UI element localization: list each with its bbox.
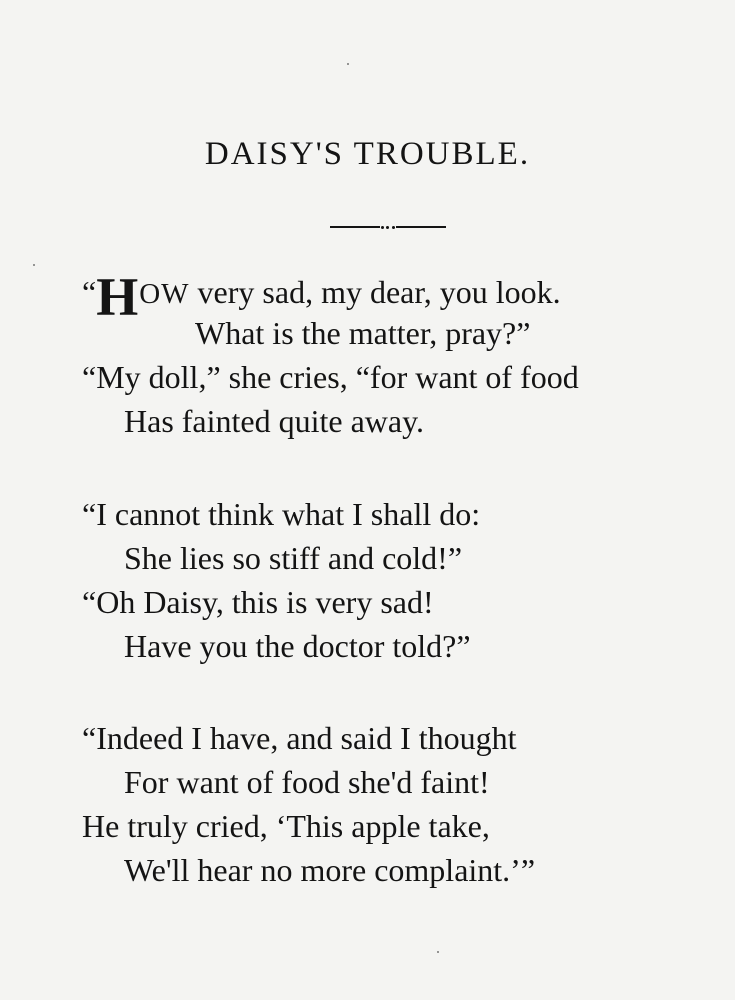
ornament-rule-left bbox=[330, 226, 380, 228]
poem-line: What is the matter, pray?” bbox=[195, 315, 531, 351]
poem-line: For want of food she'd faint! bbox=[124, 764, 490, 800]
ornament-dots bbox=[380, 224, 396, 230]
poem-line: We'll hear no more complaint.’” bbox=[124, 852, 536, 888]
opening-quote: “ bbox=[82, 274, 97, 310]
drop-cap: H bbox=[96, 267, 139, 327]
poem-line: “My doll,” she cries, “for want of food bbox=[82, 359, 579, 395]
paper-speck bbox=[33, 264, 35, 266]
poem-title: DAISY'S TROUBLE. bbox=[204, 136, 531, 172]
first-line-rest: very sad, my dear, you look. bbox=[189, 274, 561, 310]
poem-line: Have you the doctor told?” bbox=[124, 628, 471, 664]
title-ornament bbox=[330, 224, 446, 230]
poem-line: “I cannot think what I shall do: bbox=[82, 496, 481, 532]
poem-line: Has fainted quite away. bbox=[124, 403, 425, 439]
poem-line: He truly cried, ‘This apple take, bbox=[82, 808, 490, 844]
poem-line: “Oh Daisy, this is very sad! bbox=[82, 584, 434, 620]
ornament-dot bbox=[392, 226, 395, 229]
poem-line: “Indeed I have, and said I thought bbox=[82, 720, 517, 756]
poem-line: She lies so stiff and cold!” bbox=[124, 540, 463, 576]
paper-speck bbox=[437, 951, 439, 953]
ornament-rule-right bbox=[396, 226, 446, 228]
paper-speck bbox=[347, 63, 349, 65]
small-caps-word: OW bbox=[139, 278, 190, 310]
ornament-dot bbox=[381, 226, 384, 229]
ornament-dot bbox=[386, 226, 389, 229]
